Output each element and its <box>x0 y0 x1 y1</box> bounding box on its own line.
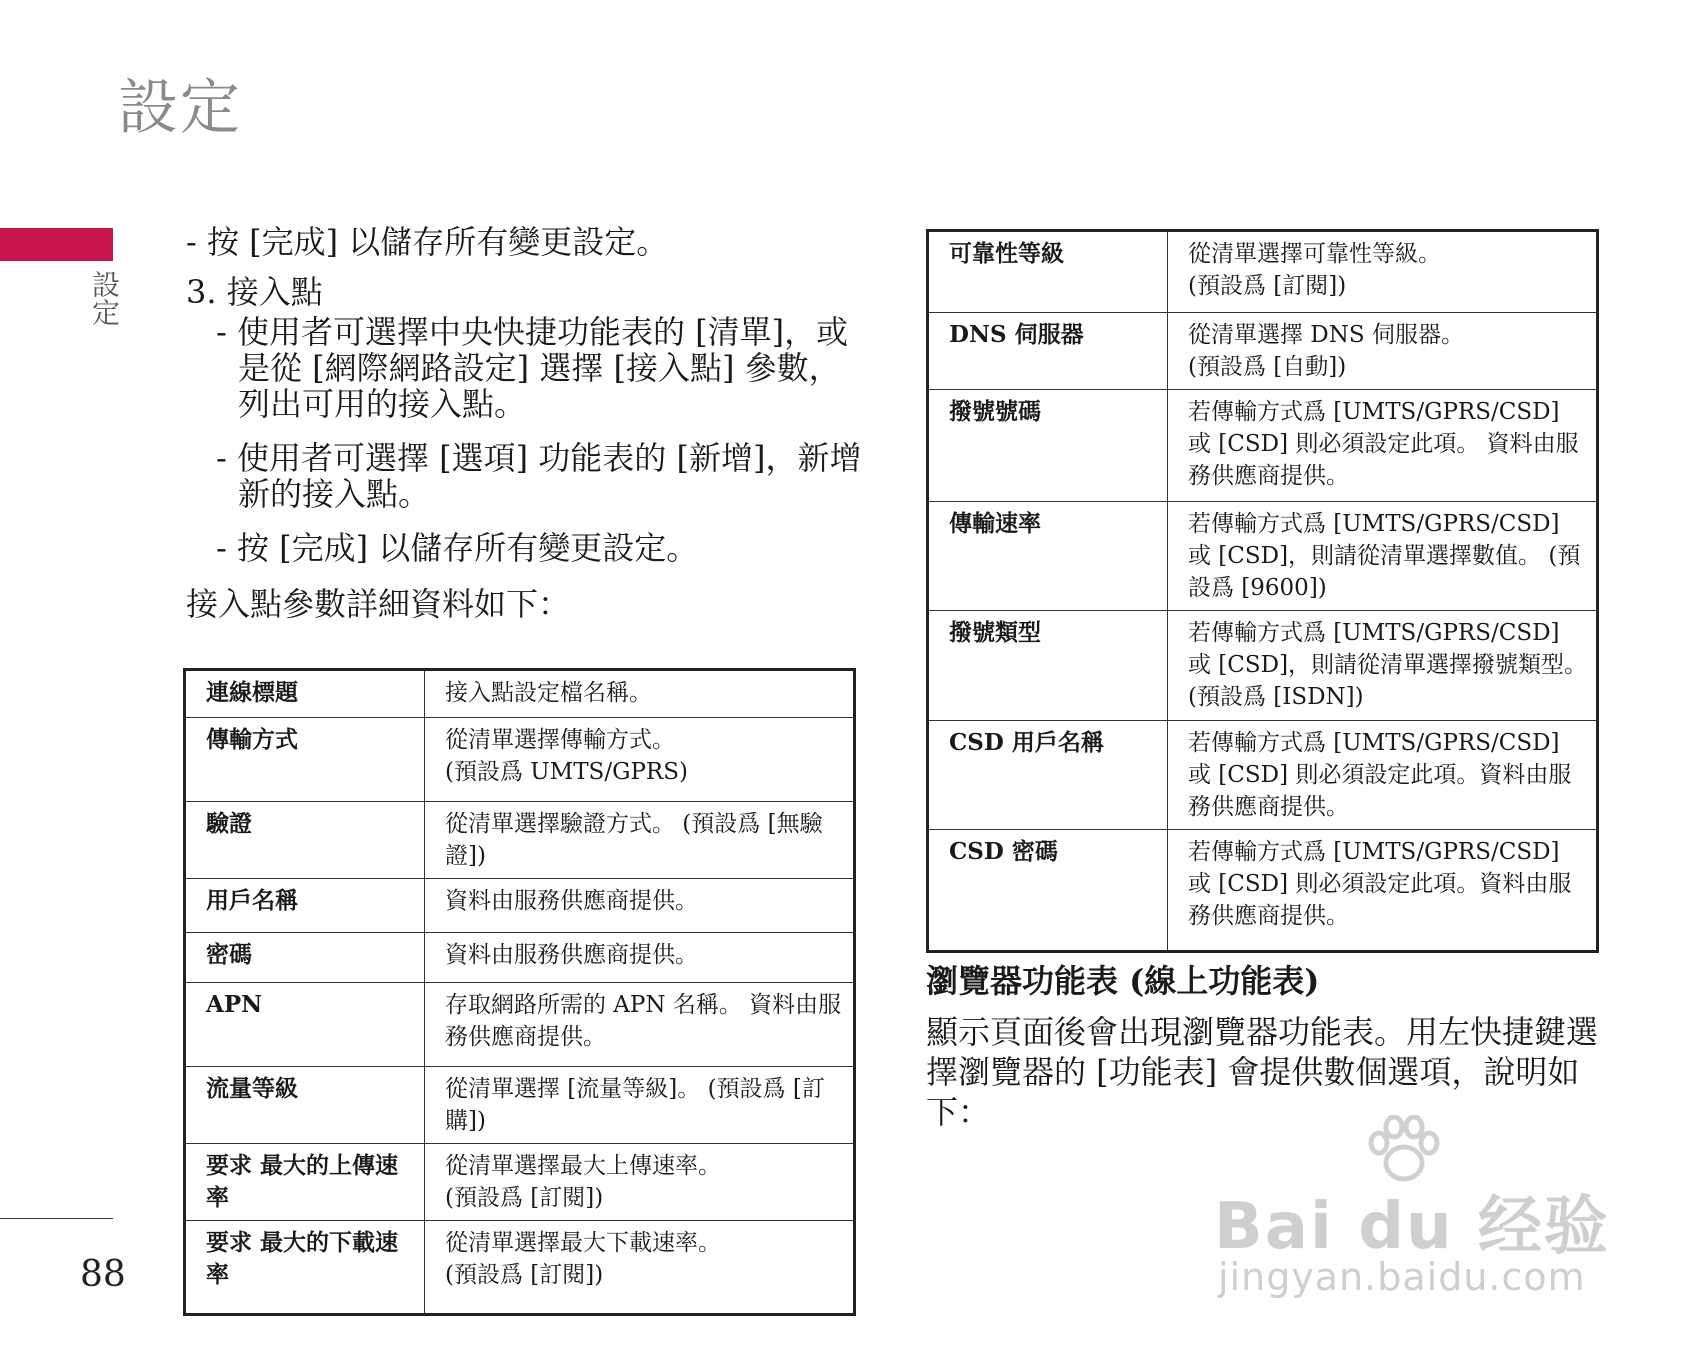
param-name: APN <box>185 983 425 1067</box>
param-name: 連線標題 <box>185 670 425 718</box>
param-name: 要求 最大的上傳速率 <box>185 1144 425 1221</box>
table-row <box>185 933 855 983</box>
params-table-left <box>183 668 856 1316</box>
table-row <box>185 1067 855 1144</box>
param-name: 驗證 <box>185 802 425 879</box>
table-row <box>928 611 1598 721</box>
table-row <box>928 390 1598 502</box>
bullet-item: - 按 [完成] 以儲存所有變更設定。 <box>216 529 699 567</box>
param-description: 若傳輸方式爲 [UMTS/GPRS/CSD] 或 [CSD] 則必須設定此項。 資料由服務供應商提供。 <box>1168 390 1598 502</box>
param-description: 從清單選擇傳輸方式。 (預設爲 UMTS/GPRS) <box>425 718 855 802</box>
watermark-url: jingyan.baidu.com <box>1218 1255 1586 1299</box>
param-name: 傳輸方式 <box>185 718 425 802</box>
param-name: 撥號類型 <box>928 611 1168 721</box>
param-description: 存取網路所需的 APN 名稱。 資料由服務供應商提供。 <box>425 983 855 1067</box>
param-name: 要求 最大的下載速率 <box>185 1221 425 1315</box>
param-description: 從清單選擇驗證方式。 (預設爲 [無驗證]) <box>425 802 855 879</box>
param-description: 從清單選擇 [流量等級]。 (預設爲 [訂購]) <box>425 1067 855 1144</box>
param-name: 傳輸速率 <box>928 502 1168 611</box>
param-description: 從清單選擇最大下載速率。 (預設爲 [訂閱]) <box>425 1221 855 1315</box>
param-description: 若傳輸方式爲 [UMTS/GPRS/CSD] 或 [CSD] 則必須設定此項。資料由服務供應商提供。 <box>1168 721 1598 830</box>
left-column <box>186 222 866 624</box>
footer-rule <box>0 1218 113 1219</box>
table-row <box>185 718 855 802</box>
param-name: 撥號號碼 <box>928 390 1168 502</box>
param-name: 可靠性等級 <box>928 231 1168 313</box>
param-description: 若傳輸方式爲 [UMTS/GPRS/CSD] 或 [CSD] 則必須設定此項。資料由服務供應商提供。 <box>1168 830 1598 952</box>
params-table-right <box>926 229 1599 953</box>
param-description: 資料由服務供應商提供。 <box>425 933 855 983</box>
param-name: CSD 密碼 <box>928 830 1168 952</box>
param-description: 資料由服務供應商提供。 <box>425 879 855 933</box>
param-name: 用戶名稱 <box>185 879 425 933</box>
param-description: 從清單選擇最大上傳速率。 (預設爲 [訂閱]) <box>425 1144 855 1221</box>
bullet-item: - 使用者可選擇中央快捷功能表的 [清單]，或是從 [網際網路設定] 選擇 [接入點] 參數，列出可用的接入點。 <box>216 313 849 423</box>
page-number: 88 <box>80 1254 126 1295</box>
bullet-item: - 使用者可選擇 [選項] 功能表的 [新增]，新增新的接入點。 <box>216 439 862 513</box>
table-row <box>928 231 1598 313</box>
table-row <box>185 983 855 1067</box>
side-tab-label: 設定 <box>88 270 121 326</box>
param-name: CSD 用戶名稱 <box>928 721 1168 830</box>
param-name: 流量等級 <box>185 1067 425 1144</box>
table-row <box>928 830 1598 952</box>
table-row <box>185 879 855 933</box>
table-row <box>928 313 1598 390</box>
browser-menu-description: 顯示頁面後會出現瀏覽器功能表。用左快捷鍵選擇瀏覽器的 [功能表] 會提供數個選項，說明如下： <box>926 1013 1599 1131</box>
param-name: 密碼 <box>185 933 425 983</box>
param-description: 接入點設定檔名稱。 <box>425 670 855 718</box>
param-description: 若傳輸方式爲 [UMTS/GPRS/CSD] 或 [CSD]，則請從清單選擇撥號類型。 (預設爲 [ISDN]) <box>1168 611 1598 721</box>
params-intro: 接入點參數詳細資料如下： <box>186 585 571 623</box>
table-row <box>185 802 855 879</box>
accent-bar <box>0 228 113 261</box>
table-row <box>185 1221 855 1315</box>
browser-menu-heading: 瀏覽器功能表 (線上功能表) <box>926 962 1320 1000</box>
param-description: 從清單選擇 DNS 伺服器。 (預設爲 [自動]) <box>1168 313 1598 390</box>
table-row <box>928 502 1598 611</box>
save-instruction: - 按 [完成] 以儲存所有變更設定。 <box>186 223 669 261</box>
param-description: 從清單選擇可靠性等級。 (預設爲 [訂閱]) <box>1168 231 1598 313</box>
table-row <box>928 721 1598 830</box>
param-description: 若傳輸方式爲 [UMTS/GPRS/CSD] 或 [CSD]，則請從清單選擇數值。 (預設爲 [9600]) <box>1168 502 1598 611</box>
param-name: DNS 伺服器 <box>928 313 1168 390</box>
table-row <box>185 670 855 718</box>
page-title: 設定 <box>118 73 242 143</box>
watermark-brand: Bai du 经验 <box>1214 1190 1610 1264</box>
baidu-watermark <box>1214 1115 1620 1305</box>
section-title: 3. 接入點 <box>186 273 323 311</box>
table-row <box>185 1144 855 1221</box>
